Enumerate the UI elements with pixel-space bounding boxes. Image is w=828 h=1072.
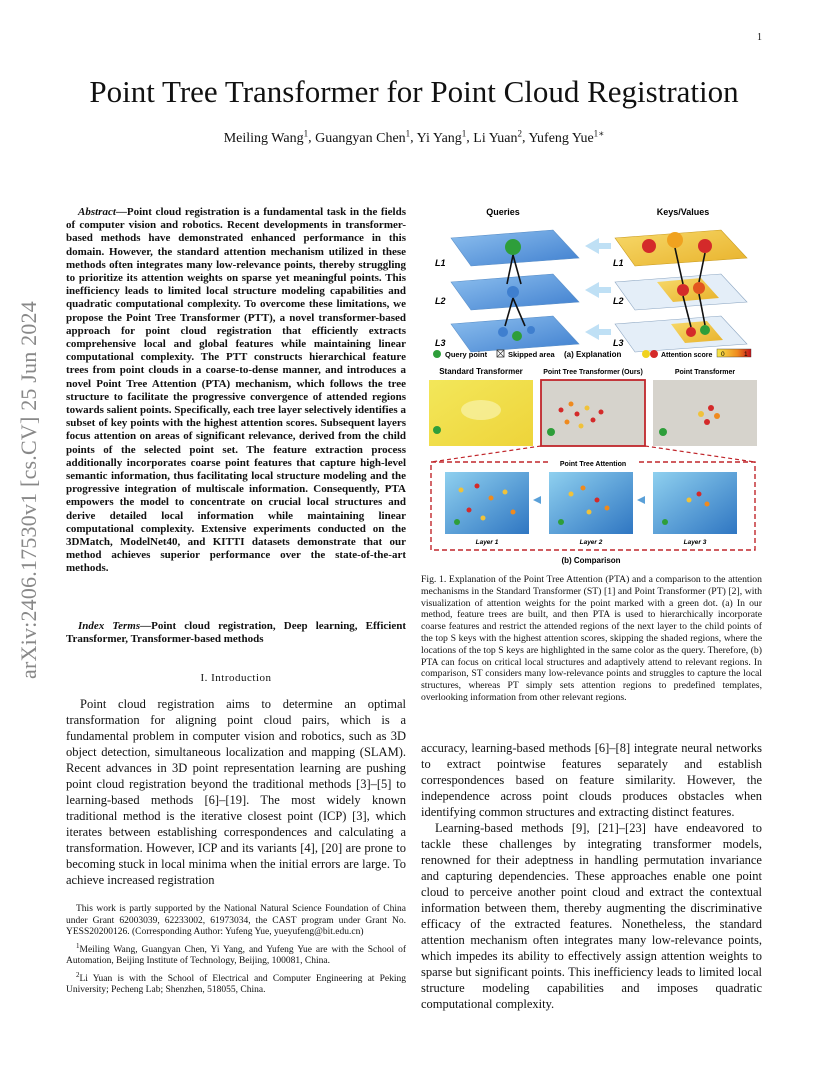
abstract xyxy=(66,206,406,576)
attention-min: 0 xyxy=(721,351,725,358)
section-heading: I. Introduction xyxy=(200,672,272,684)
pta-title: Point Tree Attention xyxy=(559,461,627,468)
index-terms xyxy=(66,620,406,646)
legend-skipped: Skipped area xyxy=(508,350,555,359)
intro-paragraph: Point cloud registration aims to determine an optimal transformation for aligning point cloud pairs, which is a fundamental problem in computer vision and robotics, such as 3D object detection, simultaneous localization and mapping (SLAM). Recent advances in 3D point representation learning are pushing point cloud registration beyond the traditional methods [3]–[5] to learning-based methods [6]–[19]. The most widely known traditional method is the iterative closest point (ICP) [3], which iterates between establishing correspondences and calculating a transformation. However, ICP and its variants [4], [20] are prone to becoming stuck in local minima when the initial errors are large. To achieve increased registration xyxy=(66,697,406,887)
pta-layer-label: Layer 2 xyxy=(579,539,603,546)
layer-label-right: L3 xyxy=(613,338,624,348)
figure-graphic xyxy=(421,200,762,570)
panel-title-pt: Point Transformer xyxy=(674,369,736,376)
panel-title-standard: Standard Transformer xyxy=(439,367,523,376)
legend-explanation: (a) Explanation xyxy=(564,350,622,359)
figure-legend xyxy=(433,349,751,359)
layer-label-right: L2 xyxy=(613,296,624,306)
query-point-marker xyxy=(505,239,521,255)
author-list: Meiling Wang$^1$, Guangyan Chen$^1$, Yi Yang$^1$, Li Yuan$^2$, Yufeng Yue$^{1∗}$ xyxy=(223,128,605,146)
body-paragraph: Learning-based methods [9], [21]–[23] have endeavored to tackle these challenges by integrating transformer models, renowned for their adeptness in handling permutation invariance and capturing dependencies. These approaches enable one point cloud to perceive another point cloud and extract the contextual information between them, thereby augmenting the discriminative efficacy of the extracted features. Nonetheless, the standard attention mechanism often integrates many low-relevance points, which impedes its ability to effectively assign attention weights to sparse but significant points. This inefficiency leads to limited local structure modeling capabilities and imposes quadratic computational complexity. xyxy=(421,821,762,1011)
queries-label: Queries xyxy=(486,207,520,217)
comparison-label: (b) Comparison xyxy=(561,556,621,565)
layer-label-left: L1 xyxy=(435,258,446,268)
figure-caption: Fig. 1. Explanation of the Point Tree Attention (PTA) and a comparison to the attention mechanisms in the Standard Transformer (ST) [1] and Point Transformer (PT) [2], with visualization of attention weights for the point marked with a green dot. (a) In our method, feature trees are built, and then PTA is used to hierarchically incorporate coarse features and restrict the attended regions of the next layer to the child points of the top S keys with the highest attention scores, skipping the shaded regions, where the locations of the top S keys are highlighted in the same color as the query. Therefore, (b) PTA can focus on critical local structures and adaptively attend to relevant regions. In comparison, ST considers many low-relevance points and struggles to capture the local structures, whereas PT simply sets attention regions to predefined templates, overlooking information from other relevant regions. xyxy=(421,574,762,703)
abstract-text: —Point cloud registration is a fundamental task in the fields of computer vision and robotics. Recent developments in transformer-based methods have demonstrated enhanced performance in this domain. However, the standard attention mechanism utilized in these methods often integrates many low-relevance points, thereby struggling to prioritize its attention weights on sparse yet meaningful points. This inefficiency leads to limited local structure modeling capabilities and quadratic computational complexity. To overcome these limitations, we propose the Point Tree Transformer (PTT), a novel transformer-based approach for point cloud registration that efficiently extracts comprehensive local and global features while maintaining linear computational complexity. The PTT constructs hierarchical feature trees from point clouds in a coarse-to-dense manner, and introduces a novel Point Tree Attention (PTA) mechanism, which follows the tree structure to facilitate the progressive convergence of attended regions towards salient points. Specifically, each tree layer selectively identifies a subset of key points with the highest attention scores. Subsequent layers focus attention on areas of significant relevance, derived from the child points of the selected point set. The feature extraction process additionally incorporates coarse point features that capture high-level semantic information, thus facilitating local structure modeling and the progressive integration of multiscale information. Consequently, PTA empowers the model to concentrate on crucial local structures and derive detailed local information while maintaining linear computational complexity. Extensive experiments conducted on the 3DMatch, ModelNet40, and KITTI datasets demonstrate that our method achieves superior performance over the state-of-the-art methods. xyxy=(66,206,406,575)
footnotes xyxy=(66,904,406,999)
comparison-panels xyxy=(429,380,757,462)
key-planes xyxy=(615,230,747,352)
author: Yi Yang$^1$ xyxy=(416,128,467,146)
legend-attention: Attention score xyxy=(661,352,713,359)
query-point-icon xyxy=(433,350,441,358)
pta-layer-label: Layer 1 xyxy=(475,539,499,546)
arxiv-id: arXiv:2406.17530v1 [cs.CV] 25 Jun 2024 xyxy=(16,301,41,679)
attention-max: 1 xyxy=(744,351,748,358)
panel-title-ptt: Point Tree Transformer (Ours) xyxy=(543,369,643,376)
author: Meiling Wang$^1$ xyxy=(223,128,309,146)
page-number: 1 xyxy=(757,32,762,43)
author: Yufeng Yue$^{1∗}$ xyxy=(528,128,605,146)
author: Guangyan Chen$^1$ xyxy=(315,128,411,146)
index-terms-lead: Index Terms xyxy=(78,620,141,632)
footnote: This work is partly supported by the National Natural Science Foundation of China under Grant 62003039, 62233002, 61973034, the CAST program under Grant No. YESS20200126. (Corresponding Author: Yufeng Yue, yueyufeng@bit.edu.cn) xyxy=(66,904,406,937)
keys-values-label: Keys/Values xyxy=(656,207,710,217)
pta-layers xyxy=(445,472,737,534)
index-terms-text: —Point cloud registration, Deep learning, Efficient Transformer, Transformer-based methods xyxy=(66,620,406,646)
figure-1 xyxy=(421,200,762,570)
pta-layer-label: Layer 3 xyxy=(683,539,707,546)
footnote: $^1$Meiling Wang, Guangyan Chen, Yi Yang, and Yufeng Yue are with the School of Automation, Beijing Institute of Technology, Beijing, 100081, China. xyxy=(66,941,406,967)
legend-query: Query point xyxy=(445,350,488,359)
query-planes xyxy=(451,230,579,352)
paper-title: Point Tree Transformer for Point Cloud Registration xyxy=(89,74,739,109)
layer-label-left: L2 xyxy=(435,296,446,306)
arxiv-stamp xyxy=(6,290,52,690)
abstract-lead: Abstract xyxy=(78,206,116,218)
body-paragraph: accuracy, learning-based methods [6]–[8] integrate neural networks to extract pointwise features separately and establish correspondences based on feature similarity. However, the independence across point clouds produces obstacles when identifying common structures and extracting distinct features. xyxy=(421,741,762,819)
flow-arrows xyxy=(585,238,611,340)
layer-label-right: L1 xyxy=(613,258,624,268)
author: Li Yuan$^2$ xyxy=(473,128,522,146)
footnote: $^2$Li Yuan is with the School of Electrical and Computer Engineering at Peking University; Pecheng Lab; Shenzhen, 518055, China. xyxy=(66,970,406,996)
layer-label-left: L3 xyxy=(435,338,446,348)
